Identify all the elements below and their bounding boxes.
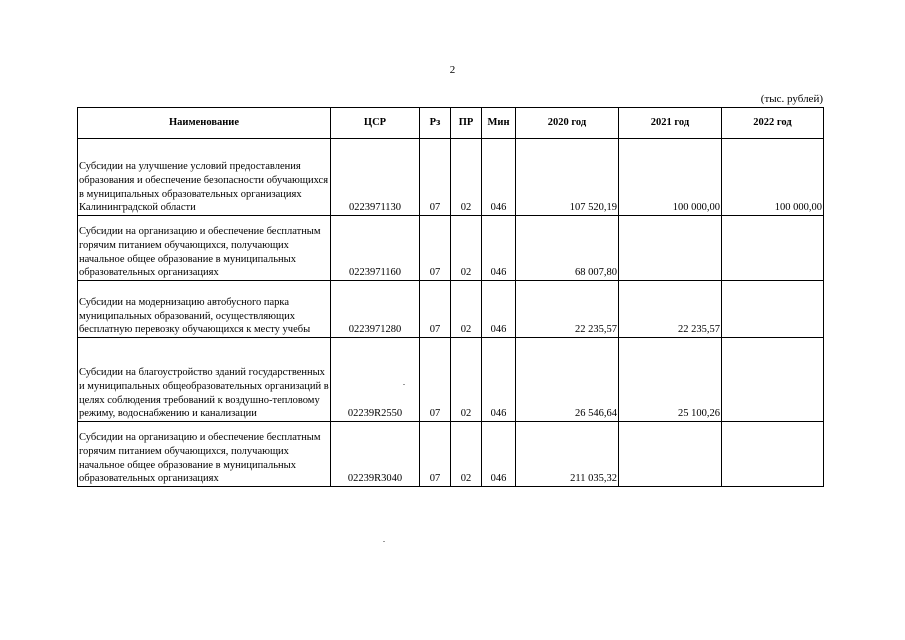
cell-2020: 211 035,32 (516, 422, 619, 487)
cell-csr: 02239R3040 (331, 422, 420, 487)
cell-min: 046 (482, 422, 516, 487)
table-row (78, 139, 824, 216)
cell-name: Субсидии на благоустройство зданий государственных и муниципальных общеобразовательных организаций в целях соблюдения требований к воздушно-тепловому режиму, водоснабжению и канализации (78, 338, 331, 422)
cell-pr: 02 (451, 422, 482, 487)
header-csr: ЦСР (331, 108, 420, 139)
table-row (78, 338, 824, 422)
cell-pr: 02 (451, 338, 482, 422)
cell-2022 (722, 216, 824, 281)
header-2022: 2022 год (722, 108, 824, 139)
cell-min: 046 (482, 139, 516, 216)
cell-2022 (722, 338, 824, 422)
cell-csr: 0223971160 (331, 216, 420, 281)
cell-name: Субсидии на модернизацию автобусного парка муниципальных образований, осуществляющих бесплатную перевозку обучающихся к месту учебы (78, 281, 331, 338)
cell-2021: 100 000,00 (619, 139, 722, 216)
header-name: Наименование (78, 108, 331, 139)
cell-rz: 07 (420, 281, 451, 338)
cell-2022 (722, 281, 824, 338)
cell-csr: 02239R2550 (331, 338, 420, 422)
cell-pr: 02 (451, 216, 482, 281)
cell-2021: 25 100,26 (619, 338, 722, 422)
table-row (78, 422, 824, 487)
cell-rz: 07 (420, 139, 451, 216)
cell-2021 (619, 216, 722, 281)
cell-name: Субсидии на улучшение условий предоставления образования и обеспечение безопасности обучающихся в муниципальных образовательных организациях Калининградской области (78, 139, 331, 216)
cell-csr: 0223971280 (331, 281, 420, 338)
cell-rz: 07 (420, 422, 451, 487)
cell-rz: 07 (420, 338, 451, 422)
header-pr: ПР (451, 108, 482, 139)
scan-speck (383, 541, 385, 542)
cell-2022 (722, 422, 824, 487)
table-header-row (78, 108, 824, 139)
scan-speck (403, 384, 405, 385)
cell-2020: 26 546,64 (516, 338, 619, 422)
cell-min: 046 (482, 216, 516, 281)
units-note: (тыс. рублей) (760, 93, 823, 105)
cell-name: Субсидии на организацию и обеспечение бесплатным горячим питанием обучающихся, получающих начальное общее образование в муниципальных образовательных организациях (78, 422, 331, 487)
cell-csr: 0223971130 (331, 139, 420, 216)
cell-pr: 02 (451, 139, 482, 216)
header-min: Мин (482, 108, 516, 139)
header-2020: 2020 год (516, 108, 619, 139)
header-rz: Рз (420, 108, 451, 139)
table-row (78, 216, 824, 281)
cell-name: Субсидии на организацию и обеспечение бесплатным горячим питанием обучающихся, получающих начальное общее образование в муниципальных образовательных организациях (78, 216, 331, 281)
cell-min: 046 (482, 338, 516, 422)
header-2021: 2021 год (619, 108, 722, 139)
cell-2020: 22 235,57 (516, 281, 619, 338)
page-number: 2 (449, 64, 456, 76)
cell-2020: 107 520,19 (516, 139, 619, 216)
table-row (78, 281, 824, 338)
cell-2022: 100 000,00 (722, 139, 824, 216)
cell-min: 046 (482, 281, 516, 338)
cell-pr: 02 (451, 281, 482, 338)
cell-2020: 68 007,80 (516, 216, 619, 281)
budget-table (77, 107, 824, 487)
cell-rz: 07 (420, 216, 451, 281)
cell-2021: 22 235,57 (619, 281, 722, 338)
cell-2021 (619, 422, 722, 487)
